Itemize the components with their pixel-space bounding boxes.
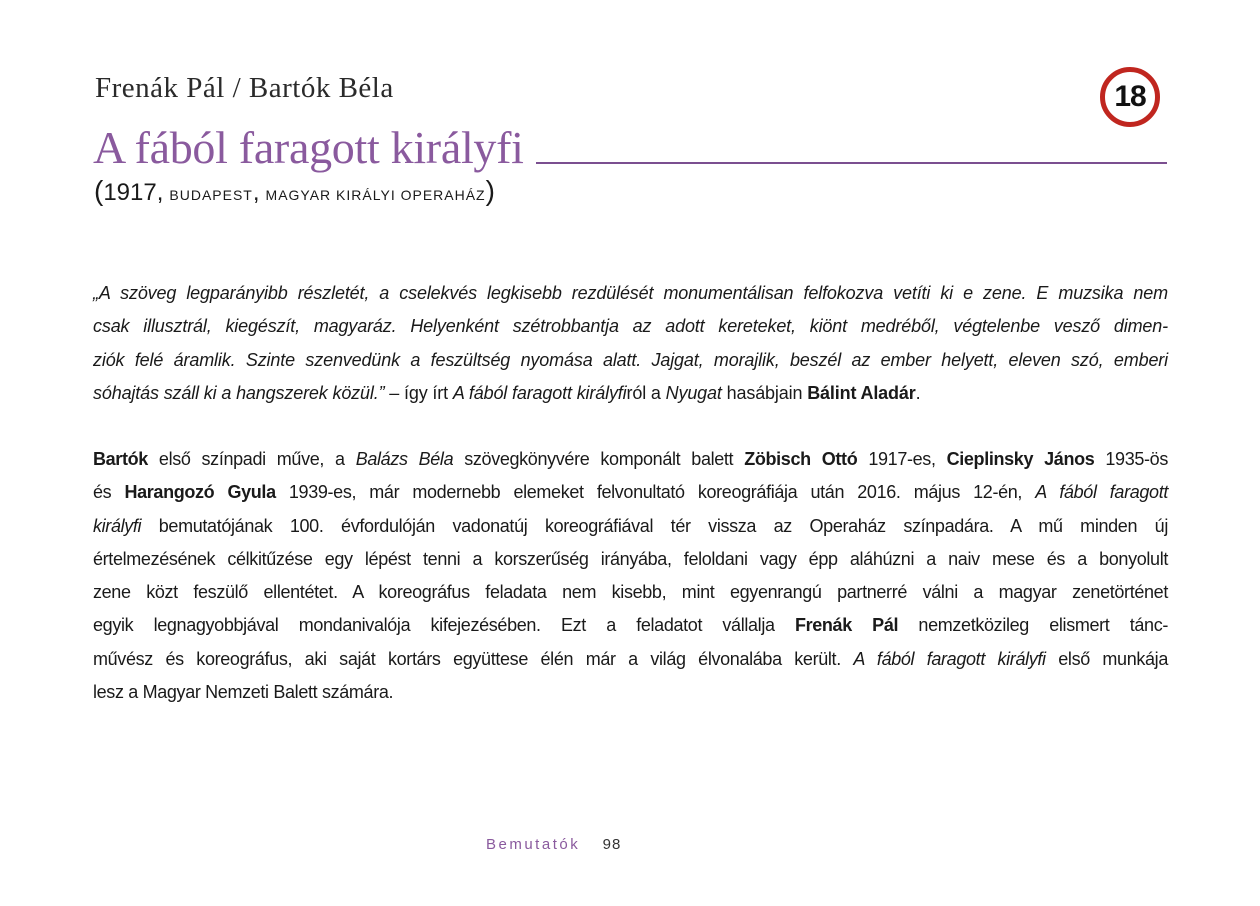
body-text: művész és koreográfus, aki saját kortárs együttese élén már a világ élvonalába került.: [93, 648, 854, 669]
composer-name: Bartók: [93, 449, 148, 469]
age-rating-badge: 18: [1100, 67, 1160, 127]
body-line: [93, 643, 1168, 676]
body-line: [93, 443, 1168, 476]
body-text: első munkája: [1045, 648, 1168, 669]
body-paragraph: [93, 443, 1168, 709]
body-text: szövegkönyvére komponált balett: [453, 449, 745, 469]
attribution-text: hasábjain: [721, 382, 808, 403]
choreographer-name: Cieplinsky János: [946, 449, 1095, 469]
body-text: egyik legnagyobbjával mondanivalója kifejezésében. Ezt a feladatot vállalja: [93, 615, 795, 636]
quote-line: [93, 310, 1168, 343]
title-row: [93, 122, 1167, 172]
choreographer-name: Harangozó Gyula: [124, 482, 276, 503]
quote-text: ziók felé áramlik. Szinte szenvedünk a feszültség nyomása alatt. Jajgat, morajlik, beszél az ember helyett, eleven szó, emberi: [93, 349, 1168, 370]
body-text: első színpadi műve, a: [147, 449, 356, 469]
body-text: 1917-es,: [857, 449, 947, 469]
page-footer: [486, 836, 621, 854]
footer-section-label: Bemutatók: [486, 836, 581, 853]
attribution-text: .: [915, 382, 921, 403]
work-title: A fából faragott királyfi: [853, 648, 1046, 669]
attribution-text: – így írt: [389, 382, 453, 403]
quote-text: csak illusztrál, kiegészít, magyaráz. Helyenként szétrobbantja az adott kereteket, kiönt medréből, végtelenbe vesző dimen-: [93, 316, 1168, 337]
quote-text: „A szöveg legparányibb részletét, a cselekvés legkisebb rezdülését monumentálisan felfokozva vetíti ki e zene. E muzsika nem: [93, 283, 1168, 303]
premiere-venue: MAGYAR KIRÁLYI OPERAHÁZ: [265, 187, 486, 203]
page-title: A fából faragott királyfi: [93, 122, 524, 173]
body-line: [93, 476, 1168, 509]
title-rule: [536, 162, 1167, 164]
premiere-city: BUDAPEST: [169, 187, 253, 203]
work-title: királyfi: [93, 515, 142, 536]
body-text: és: [93, 482, 125, 503]
subtitle-comma: ,: [252, 179, 260, 206]
journal-name: Nyugat: [665, 382, 722, 403]
premiere-info: [94, 175, 495, 207]
choreographer-name: Frenák Pál: [794, 615, 899, 636]
attribution-text: ról a: [626, 382, 666, 403]
quote-line: [93, 277, 1168, 310]
work-title: A fából faragott: [1035, 482, 1169, 503]
body-line: [93, 576, 1168, 609]
subtitle-close-paren: ): [485, 175, 495, 206]
body-text: zene közt feszülő ellentétet. A koreográfus feladata nem kisebb, mint egyenrangú partnerré válni a magyar zenetörténet: [93, 582, 1168, 603]
body-text: nemzetközileg elismert tánc-: [898, 615, 1169, 636]
authors-heading: Frenák Pál / Bartók Béla: [95, 72, 394, 104]
premiere-year: 1917,: [103, 179, 164, 206]
body-text: 1935-ös: [1094, 449, 1168, 469]
page-number: 98: [602, 836, 622, 853]
critic-name: Bálint Aladár: [807, 382, 916, 403]
librettist-name: Balázs Béla: [355, 449, 454, 469]
quote-line: [93, 344, 1168, 377]
body-text: bemutatójának 100. évfordulóján vadonatúj koreográfiával tér vissza az Operaház színpadára. A mű minden új: [141, 515, 1168, 536]
quote-text: sóhajtás száll ki a hangszerek közül.”: [93, 382, 390, 403]
body-line: [93, 609, 1168, 642]
body-line: [93, 543, 1168, 576]
choreographer-name: Zöbisch Ottó: [744, 449, 858, 469]
work-title: A fából faragott királyfi: [452, 382, 627, 403]
subtitle-open-paren: (: [94, 175, 104, 206]
quote-paragraph: [93, 277, 1168, 410]
body-text: értelmezésének célkitűzése egy lépést tenni a korszerűség irányába, feloldani vagy épp aláhúzni a naiv mese és a bonyolult: [93, 548, 1168, 569]
body-text: 1939-es, már modernebb elemeket felvonultató koreográfiája után 2016. május 12-én,: [275, 482, 1036, 503]
quote-line: [93, 377, 1168, 410]
body-line: [93, 510, 1168, 543]
body-text: lesz a Magyar Nemzeti Balett számára.: [93, 682, 394, 703]
body-line: [93, 676, 1168, 709]
